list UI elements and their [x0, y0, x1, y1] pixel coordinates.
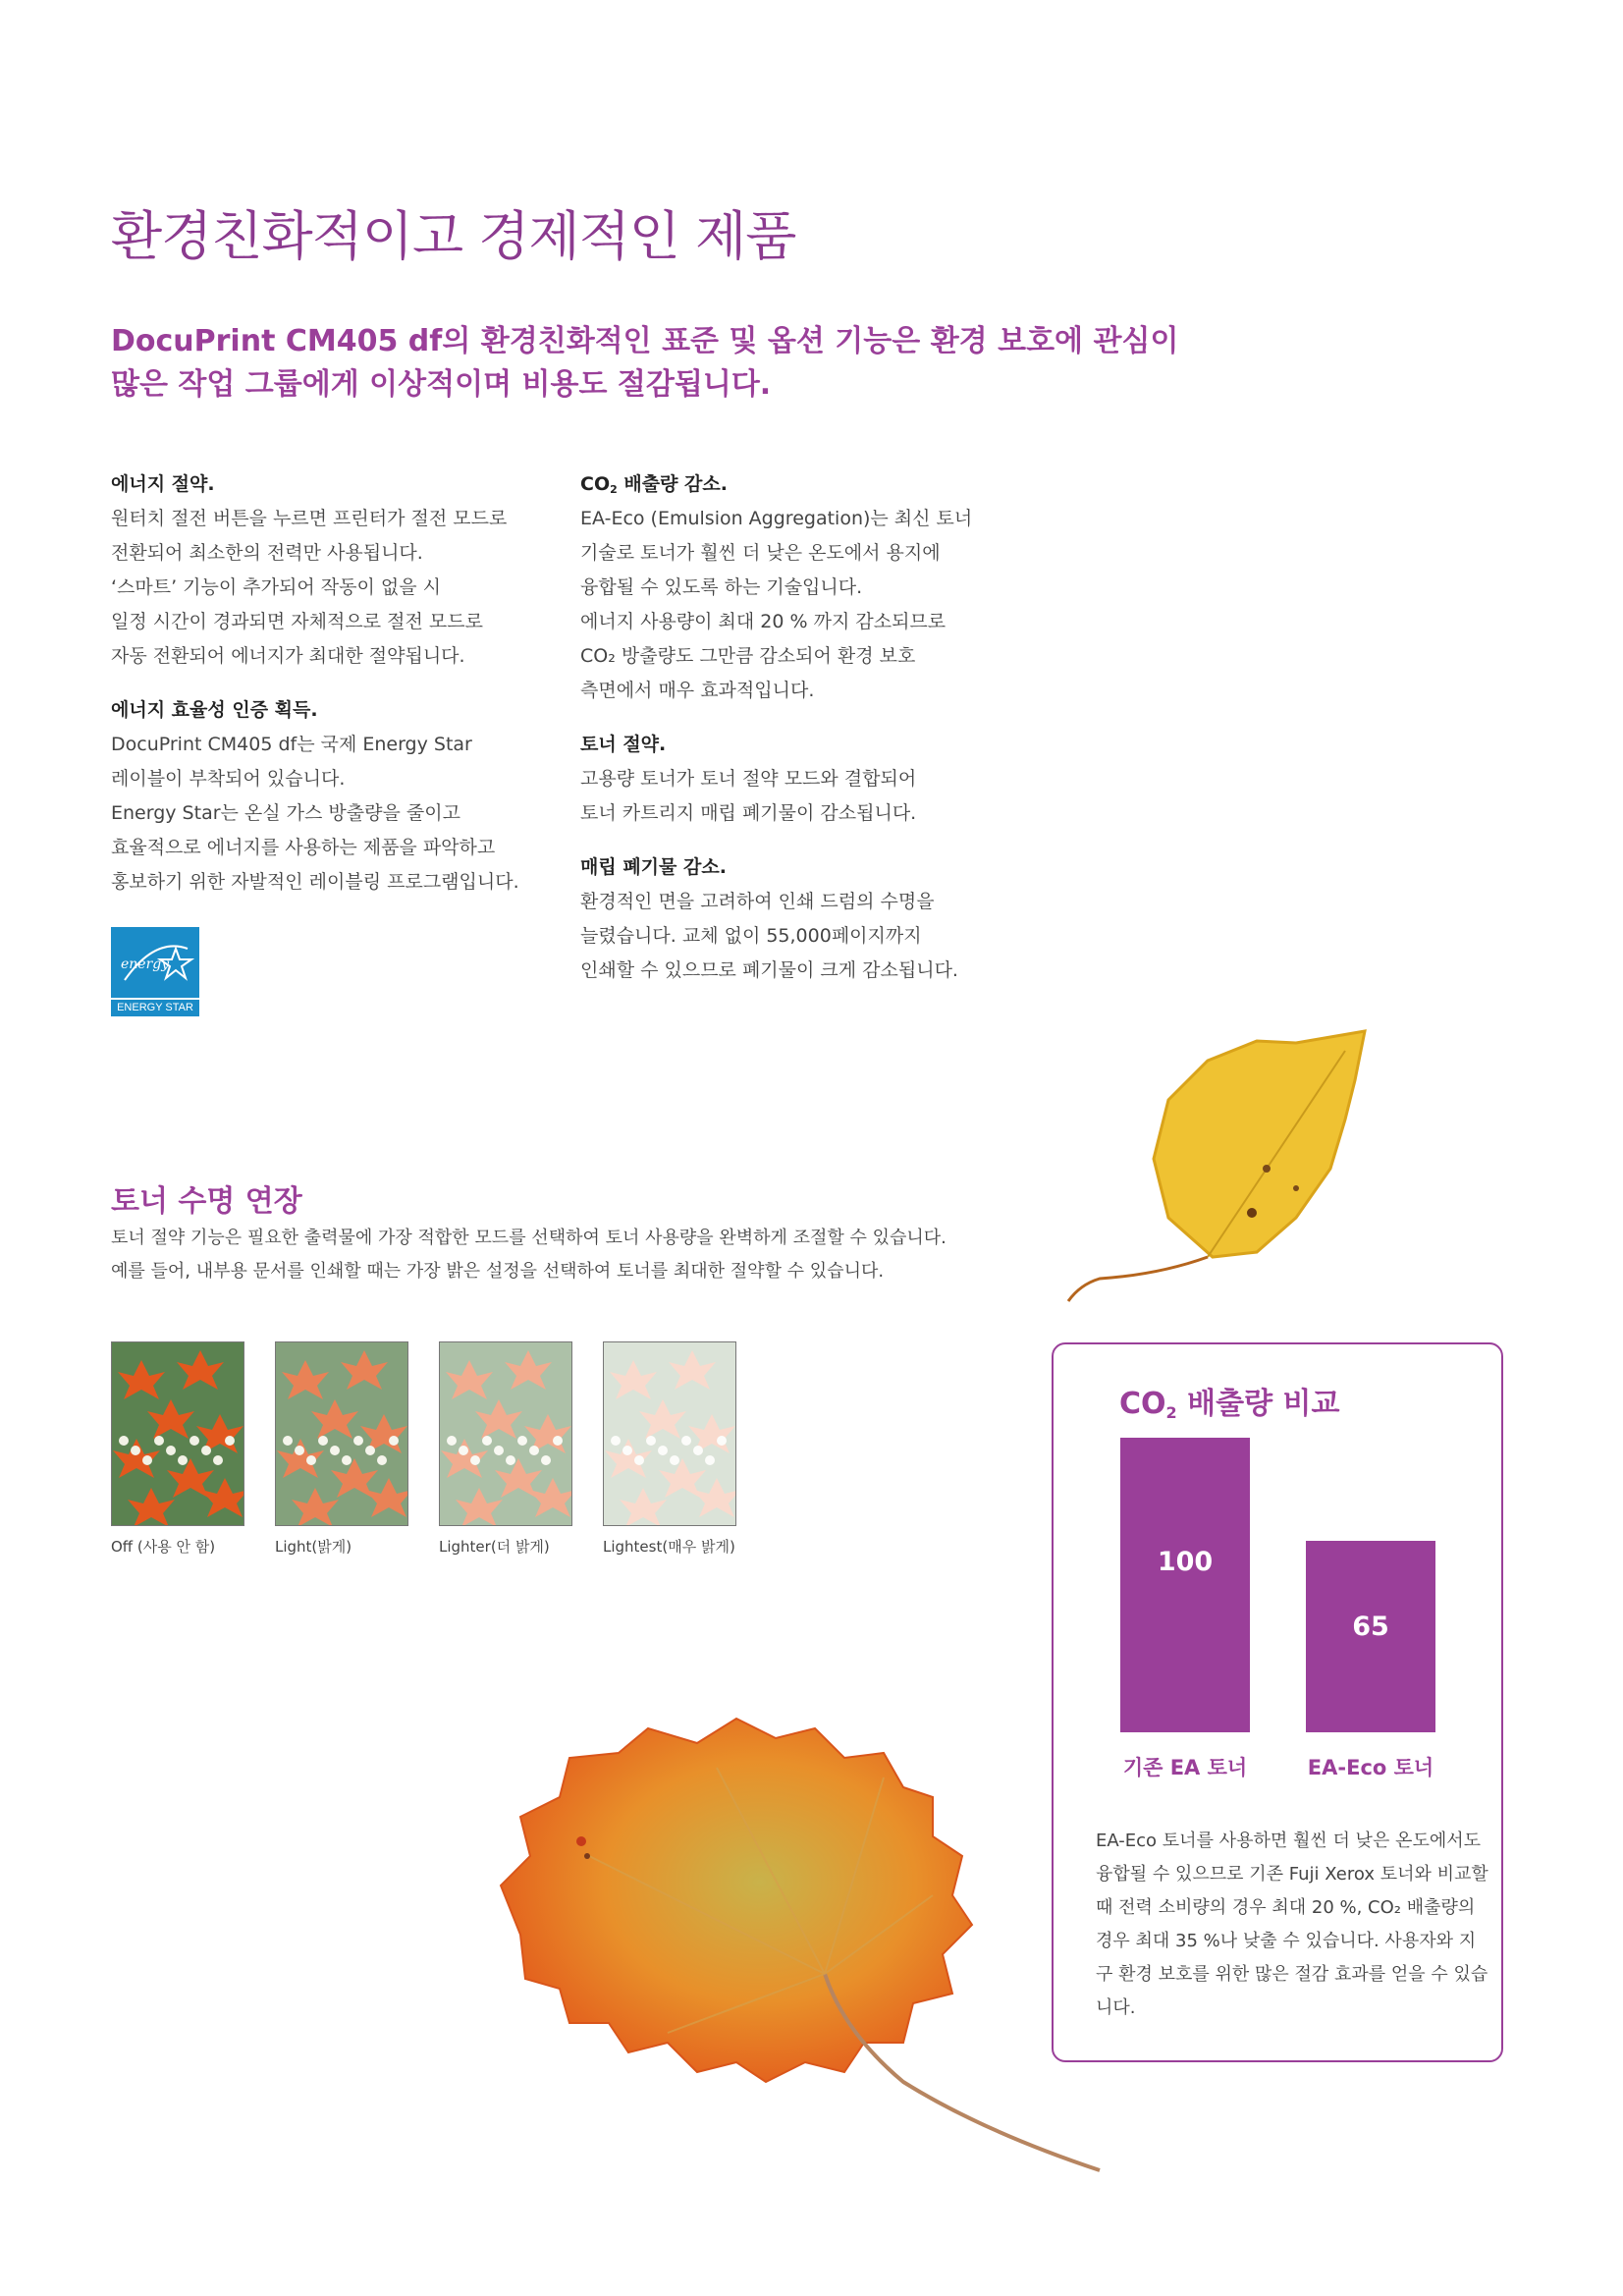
maple-leaves-image: [604, 1342, 735, 1525]
thumb-light: [275, 1341, 408, 1526]
thumb-off: [111, 1341, 244, 1526]
co2-bar-value: 100: [1157, 1547, 1214, 1577]
thumb-label-lightest: Lightest(매우 밝게): [603, 1538, 735, 1556]
toner-line-2: 예를 들어, 내부용 문서를 인쇄할 때는 가장 밝은 설정을 선택하여 토너를 최대한 절약할 수 있습니다.: [111, 1261, 885, 1282]
energy-cert-heading: 에너지 효율성 인증 획득.: [111, 699, 318, 721]
energy-saving-body: 원터치 절전 버튼을 누르면 프린터가 절전 모드로 전환되어 최소한의 전력만 사용됩니다. ‘스마트’ 기능이 추가되어 작동이 없을 시 일정 시간이 경과되면 자체적으로 절전 모드로 자동 전환되어 에너지가 최대한 절약됩니다.: [111, 508, 508, 667]
landfill-section: [580, 852, 1042, 988]
co2-bar-label: EA-Eco 토너: [1307, 1756, 1434, 1779]
intro-line-1: DocuPrint CM405 df의 환경친화적인 표준 및 옵션 기능은 환경 보호에 관심이: [111, 324, 1179, 358]
co2-bar-value: 65: [1352, 1612, 1389, 1643]
toner-saving-body: 고용량 토너가 토너 절약 모드와 결합되어 토너 카트리지 매립 폐기물이 감소됩니다.: [580, 768, 917, 824]
co2-reduction-body: EA-Eco (Emulsion Aggregation)는 최신 토너 기술로 토너가 훨씬 더 낮은 온도에서 용지에 융합될 수 있도록 하는 기술입니다. 에너지 사용량이 최대 20 % 까지 감소되므로 CO₂ 방출량도 그만큼 감소되어 환경 보호 측면에서 매우 효과적입니다.: [580, 508, 973, 701]
autumn-leaf-image: [471, 1709, 1109, 2190]
landfill-body: 환경적인 면을 고려하여 인쇄 드럼의 수명을 늘렸습니다. 교체 없이 55,000페이지까지 인쇄할 수 있으므로 폐기물이 크게 감소됩니다.: [580, 891, 958, 981]
co2-title-sub: 2: [1165, 1403, 1177, 1422]
energy-star-logo: [111, 927, 199, 1016]
energy-cert-body: DocuPrint CM405 df는 국제 Energy Star 레이블이 부착되어 있습니다. Energy Star는 온실 가스 방출량을 줄이고 효율적으로 에너지를 사용하는 제품을 파악하고 홍보하기 위한 자발적인 레이블링 프로그램입니다.: [111, 734, 519, 893]
page-title: 환경친화적이고 경제적인 제품: [111, 205, 796, 267]
toner-saving-heading: 토너 절약.: [580, 734, 667, 755]
toner-description: [111, 1222, 947, 1288]
co2-reduction-section: [580, 469, 1042, 708]
energy-saving-heading: 에너지 절약.: [111, 473, 215, 495]
co2-title-pre: CO: [1119, 1387, 1166, 1421]
thumb-label-off: Off (사용 안 함): [111, 1538, 216, 1556]
co2-bar-label: 기존 EA 토너: [1122, 1756, 1248, 1779]
maple-leaves-image: [440, 1342, 571, 1525]
co2-chart-title: [1119, 1379, 1339, 1422]
maple-leaves-image: [112, 1342, 243, 1525]
energy-cert-section: [111, 695, 572, 900]
toner-heading: 토너 수명 연장: [111, 1184, 302, 1219]
thumb-label-light: Light(밝게): [275, 1538, 352, 1556]
left-column: [111, 469, 572, 921]
co2-heading-sub: 2: [610, 483, 618, 496]
thumb-lighter: [439, 1341, 572, 1526]
co2-heading-post: 배출량 감소.: [617, 473, 728, 495]
toner-line-1: 토너 절약 기능은 필요한 출력물에 가장 적합한 모드를 선택하여 토너 사용량을 완벽하게 조절할 수 있습니다.: [111, 1228, 947, 1248]
co2-heading-pre: CO: [580, 473, 611, 495]
co2-description: EA-Eco 토너를 사용하면 훨씬 더 낮은 온도에서도 융합될 수 있으므로 기존 Fuji Xerox 토너와 비교할 때 전력 소비량의 경우 최대 20 %, CO₂ 배출량의 경우 최대 35 %나 낮출 수 있습니다. 사용자와 지구 환경 보호를 위한 많은 절감 효과를 얻을 수 있습니다.: [1096, 1831, 1488, 2018]
co2-bar: [1120, 1438, 1250, 1732]
thumb-lightest: [603, 1341, 736, 1526]
toner-saving-section: [580, 730, 1042, 831]
co2-title-post: 배출량 비교: [1176, 1387, 1340, 1421]
energy-star-band: [111, 998, 199, 1016]
landfill-heading: 매립 폐기물 감소.: [580, 856, 727, 878]
right-column: [580, 469, 1042, 1010]
energy-star-band-text: ENERGY STAR: [117, 1002, 193, 1013]
intro-line-2: 많은 작업 그룹에게 이상적이며 비용도 절감됩니다.: [111, 367, 772, 402]
intro-text: [111, 320, 1178, 407]
energy-saving-section: [111, 469, 572, 674]
energy-star-script: energy: [121, 957, 170, 972]
maple-leaves-image: [276, 1342, 407, 1525]
co2-reduction-heading: [580, 469, 1042, 496]
thumb-label-lighter: Lighter(더 밝게): [439, 1538, 550, 1556]
yellow-leaf-image: [1060, 1021, 1384, 1306]
